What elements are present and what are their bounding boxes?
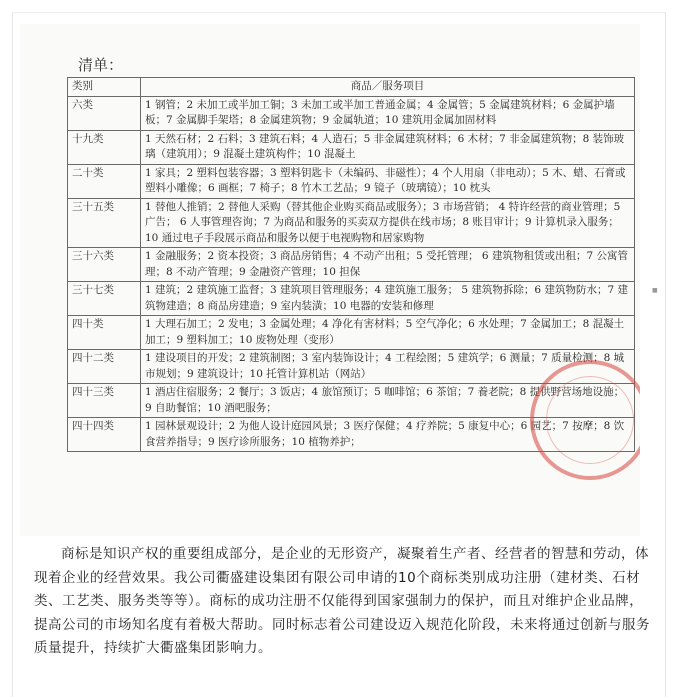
items-cell: 1 建设项目的开发；2 建筑制图；3 室内装饰设计；4 工程绘图；5 建筑学；6 测量；7 质量检测；8 城市规划；9 建筑设计；10 托管计算机站（网站） [141,350,635,384]
category-cell: 四十类 [68,316,141,350]
items-cell: 1 家具；2 塑料包装容器；3 塑料钥匙卡（未编码、非磁性）；4 个人用扇（非电动）；5 木、蜡、石膏或塑料小雕像；6 画框；7 椅子；8 竹木工艺品；9 镜子（玻璃镜）；10 枕头 [141,164,635,198]
category-cell: 四十四类 [68,418,141,452]
table-row [68,130,635,164]
category-cell: 十九类 [68,130,141,164]
header-items: 商品／服务项目 [141,78,635,97]
table-row [68,248,635,282]
items-cell: 1 酒店住宿服务；2 餐厅；3 饭店；4 旅馆预订；5 咖啡馆；6 茶馆；7 養老院；8 提供野营场地设施；9 自助餐馆；10 酒吧服务； [141,384,635,418]
table-row [68,198,635,248]
category-cell: 二十类 [68,164,141,198]
table-row [68,164,635,198]
category-cell: 三十七类 [68,282,141,316]
table-row [68,316,635,350]
table-row [68,282,635,316]
company-seal-stamp [530,360,640,480]
article-paragraph: 商标是知识产权的重要组成部分，是企业的无形资产，凝聚着生产者、经营者的智慧和劳动，体现着企业的经营效果。我公司衢盛建设集团有限公司申请的10个商标类别成功注册（建材类、石材类、工艺类、服务类等等）。商标的成功注册不仅能得到国家强制力的保护，而且对维护企业品牌，提高公司的市场知名度有着极大帮助。同时标志着公司建设迈入规范化阶段，未来将通过创新与服务质量提升，持续扩大衢盛集团影响力。 [34,546,650,656]
document-title: 清单： [78,56,124,74]
items-cell: 1 园林景观设计；2 为他人设计庭园风景；3 医疗保健；4 疗养院；5 康复中心；6 园艺；7 按摩；8 饮食营养指导；9 医疗诊所服务；10 植物养护； [141,418,635,452]
header-category: 类别 [68,78,141,97]
category-cell: 三十六类 [68,248,141,282]
items-cell: 1 金融服务；2 资本投资；3 商品房销售；4 不动产出租；5 受托管理； 6 建筑物租赁或出租；7 公寓管理；8 不动产管理；9 金融资产管理；10 担保 [141,248,635,282]
items-cell: 1 大理石加工；2 发电；3 金属处理；4 净化有害材料；5 空气净化；6 水处理；7 金属加工；8 混凝土加工；9 塑料加工；10 废物处理（变形） [141,316,635,350]
items-cell: 1 建筑；2 建筑施工监督；3 建筑项目管理服务；4 建筑施工服务； 5 建筑物拆除；6 建筑物防水；7 建筑物建造；8 商品房建造；9 室内装潢；10 电器的安装和修理 [141,282,635,316]
table-header-row [68,78,635,97]
category-cell: 六类 [68,96,141,130]
items-cell: 1 钢管；2 未加工或半加工铜；3 未加工或半加工普通金属；4 金属管；5 金属建筑材料；6 金属护墙板；7 金属脚手架塔；8 金属建筑物；9 金属轨道；10 建筑用金属加固材料 [141,96,635,130]
scanned-document [20,24,640,536]
table-row [68,96,635,130]
category-cell: 三十五类 [68,198,141,248]
scroll-marker-icon: ■ [652,287,658,294]
category-cell: 四十三类 [68,384,141,418]
category-cell: 四十二类 [68,350,141,384]
items-cell: 1 天然石材；2 石料；3 建筑石料；4 人造石；5 非金属建筑材料；6 木材；7 非金属建筑物；8 装饰玻璃（建筑用）；9 混凝土建筑构件；10 混凝土 [141,130,635,164]
items-cell: 1 替他人推销；2 替他人采购（替其他企业购买商品或服务）；3 市场营销； 4 特许经营的商业管理；5 广告； 6 人事管理咨询；7 为商品和服务的买卖双方提供在线市场；8 账目审计；9 计算机录入服务；10 通过电子手段展示商品和服务以便于电视购物和居家购物 [141,198,635,248]
